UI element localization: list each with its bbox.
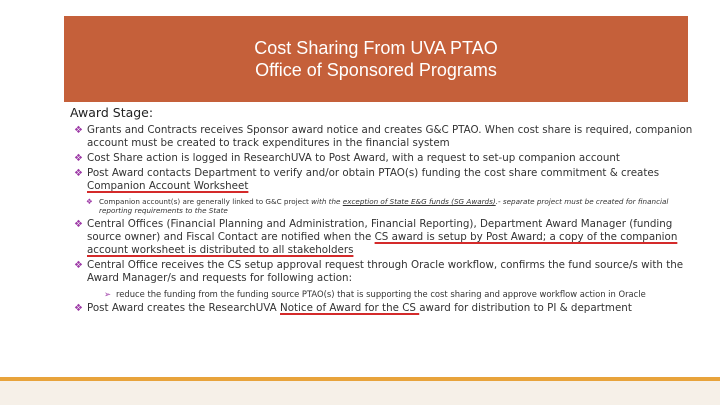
bullet-text: Cost Share action is logged in ResearchUVA to Post Award, with a request to set-up companion account [87,152,620,164]
sub-bullet-reduce-funding [104,289,694,299]
diamond-bullet-icon: ❖ [86,197,93,206]
bullet-text: Post Award creates the ResearchUVA [87,302,281,314]
diamond-bullet-icon: ❖ [74,125,83,136]
bullet-text: Central Office receives the CS setup approval request through Oracle workflow, confirms the fund source/s with the Award Manager/s and requests for following action: [87,259,684,284]
bullet-post-award-contacts [74,167,694,193]
bullet-text: Grants and Contracts receives Sponsor award notice and creates G&C PTAO. When cost share is required, companion account must be created to track expenditures in the financial system [87,124,693,149]
diamond-bullet-icon: ❖ [74,303,83,314]
bullet-text-end: award for distribution to PI & department [419,302,632,314]
sub-bullet-italic: with the [311,197,343,206]
bullet-notice-of-award [74,302,694,315]
bullet-cost-share-logged [74,152,694,165]
title-line-1: Cost Sharing From UVA PTAO [254,38,498,58]
diamond-bullet-icon: ❖ [74,153,83,164]
bullet-grants-contracts [74,124,694,150]
title-line-2: Office of Sponsored Programs [255,60,497,80]
cs-award-setup-link[interactable]: CS award is setup by Post Award; a copy of the companion account worksheet is distributed to all stakeholders [87,231,678,256]
bullet-text: Post Award contacts Department to verify and/or obtain PTAO(s) funding the cost share commitment & creates [87,167,660,179]
diamond-bullet-icon: ❖ [74,219,83,230]
bullet-text: Central Offices (Financial Planning and Administration, Financial Reporting), Department Award Manager (funding source owner) and Fiscal Contact are notified when the [87,218,673,243]
diamond-bullet-icon: ❖ [74,260,83,271]
diamond-bullet-icon: ❖ [74,168,83,179]
title-banner [64,16,688,102]
notice-of-award-link[interactable]: Notice of Award for the CS [280,302,420,314]
bullet-central-office-approval [74,259,694,285]
footer-accent-bar [0,377,720,381]
sub-bullet-text: Companion account(s) are generally linked to G&C project [99,197,312,206]
arrow-bullet-icon: ➢ [104,289,112,299]
sub-bullet-text: reduce the funding from the funding source PTAO(s) that is supporting the cost sharing and approve workflow action in Oracle [116,289,646,299]
footer-band [0,377,720,405]
companion-worksheet-link[interactable]: Companion Account Worksheet [87,180,249,192]
slide-body [64,104,694,315]
sub-bullet-companion-accounts [86,197,694,215]
award-stage-label: Award Stage: [70,105,154,120]
state-eg-exception: exception of State E&G funds (SG Awards) [342,197,496,206]
sub-bullet-italic-end: .- separate project must be created for financial reporting requirements to the State [99,197,669,215]
bullet-central-offices-notified [74,218,694,257]
